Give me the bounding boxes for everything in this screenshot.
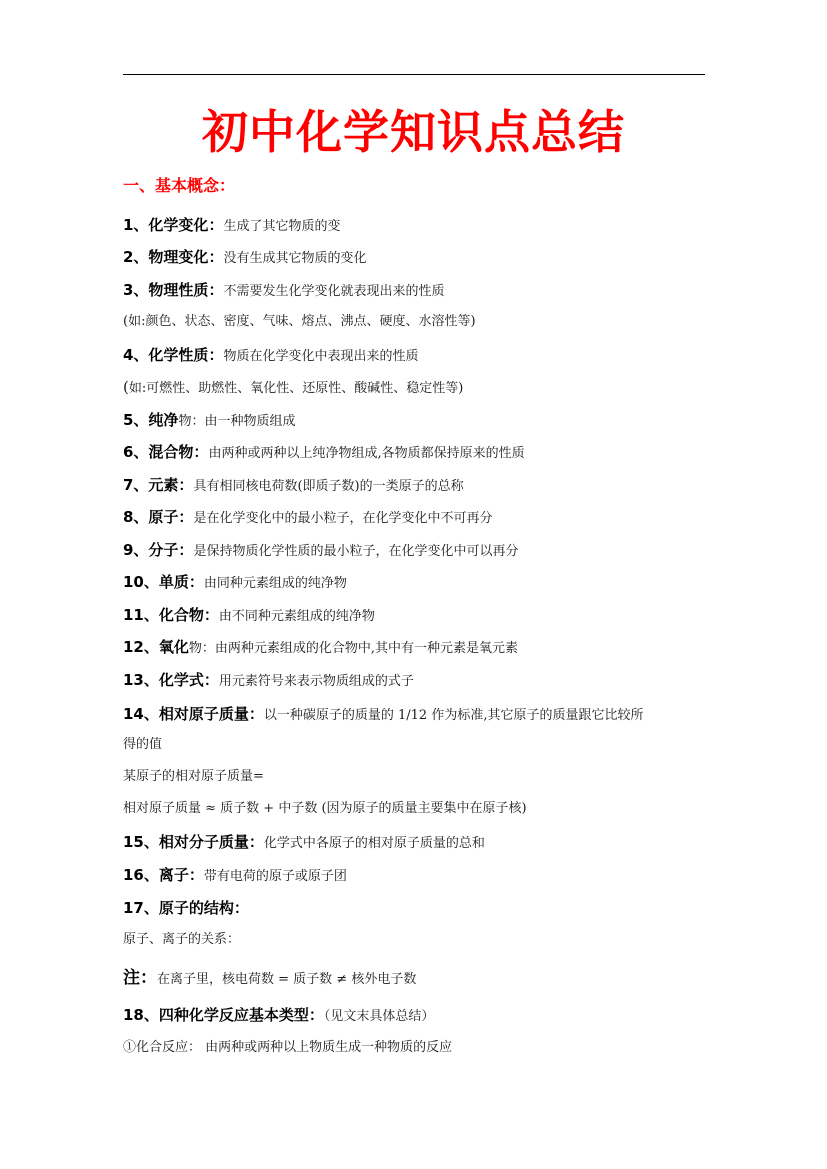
- formula-text: 相对原子质量 ≈ 质子数 + 中子数 (因为原子的质量主要集中在原子核): [123, 801, 527, 816]
- header-rule: [123, 74, 705, 75]
- definition-text: 生成了其它物质的变: [223, 219, 341, 234]
- definition-line: [123, 896, 723, 922]
- definition-line: [123, 343, 723, 369]
- definition-text: 由同种元素组成的纯净物: [203, 576, 347, 591]
- section-heading: 一、基本概念：: [123, 176, 236, 195]
- definition-text: （见文末具体总结）: [323, 1009, 435, 1024]
- definition-term: 5、纯净: [123, 411, 179, 429]
- definition-text: 由不同种元素组成的纯净物: [218, 609, 375, 624]
- definition-term: 15、相对分子质量：: [123, 833, 264, 851]
- definition-term: 3、物理性质：: [123, 281, 224, 299]
- definition-text: 化学式中各原子的相对原子质量的总和: [263, 836, 485, 851]
- example-text: 如:可燃性、助燃性、氧化性、还原性、酸碱性、稳定性等): [128, 381, 464, 396]
- example-line: [123, 375, 723, 401]
- definition-line: [123, 440, 723, 466]
- definition-line: [123, 1003, 723, 1029]
- definition-term: 12、氧化: [123, 638, 189, 656]
- note-text: 在离子里，核电荷数 = 质子数 ≠ 核外电子数: [157, 972, 417, 987]
- definition-term: 1、化学变化：: [123, 216, 224, 234]
- definition-term: 13、化学式：: [123, 671, 219, 689]
- note-text: 原子、离子的关系：: [123, 932, 241, 947]
- open-paren: (: [123, 378, 129, 396]
- note-label: 注：: [123, 968, 157, 988]
- definition-text: 物：由两种元素组成的化合物中,其中有一种元素是氧元素: [188, 641, 519, 656]
- continuation-line: [123, 733, 723, 757]
- definition-term: 11、化合物：: [123, 606, 219, 624]
- continuation-text: 得的值: [123, 737, 163, 752]
- definition-text: 以一种碳原子的质量的 1/12 作为标准,其它原子的质量跟它比较所: [263, 708, 644, 723]
- reaction-line: [123, 1036, 723, 1060]
- definition-line: [123, 830, 723, 856]
- definition-text: 是保持物质化学性质的最小粒子，在化学变化中可以再分: [193, 544, 519, 559]
- note-line: [123, 928, 723, 952]
- example-text: (如:颜色、状态、密度、气味、熔点、沸点、硬度、水溶性等): [123, 314, 476, 329]
- formula-line: [123, 797, 723, 821]
- example-line: [123, 310, 723, 334]
- definition-term: 10、单质：: [123, 573, 204, 591]
- definition-line: [123, 408, 723, 434]
- definition-text: 用元素符号来表示物质组成的式子: [218, 674, 414, 689]
- definition-text: 物：由一种物质组成: [178, 414, 296, 429]
- definition-term: 2、物理变化：: [123, 248, 224, 266]
- definition-text: 带有电荷的原子或原子团: [203, 869, 347, 884]
- formula-text: 某原子的相对原子质量=: [123, 769, 264, 784]
- definition-text: 是在化学变化中的最小粒子，在化学变化中不可再分: [193, 511, 493, 526]
- definition-term: 18、四种化学反应基本类型：: [123, 1006, 324, 1024]
- definition-line: [123, 702, 723, 728]
- definition-term: 9、分子：: [123, 541, 194, 559]
- definition-term: 6、混合物：: [123, 443, 209, 461]
- page-title: 初中化学知识点总结: [202, 105, 625, 159]
- definition-line: [123, 538, 723, 564]
- definition-line: [123, 245, 723, 271]
- definition-term: 8、原子：: [123, 508, 194, 526]
- definition-line: [123, 278, 723, 304]
- definition-text: 没有生成其它物质的变化: [223, 251, 367, 266]
- definition-term: 17、原子的结构：: [123, 899, 249, 917]
- definition-line: [123, 213, 723, 239]
- definition-term: 14、相对原子质量：: [123, 705, 264, 723]
- formula-line: [123, 765, 723, 789]
- definition-line: [123, 570, 723, 596]
- note-line: [123, 966, 723, 992]
- definition-line: [123, 635, 723, 661]
- definition-line: [123, 863, 723, 889]
- definition-term: 7、元素：: [123, 476, 194, 494]
- definition-line: [123, 473, 723, 499]
- definition-text: 具有相同核电荷数(即质子数)的一类原子的总称: [193, 479, 464, 494]
- definition-term: 16、离子：: [123, 866, 204, 884]
- definition-line: [123, 668, 723, 694]
- definition-term: 4、化学性质：: [123, 346, 224, 364]
- reaction-text: ①化合反应： 由两种或两种以上物质生成一种物质的反应: [123, 1040, 453, 1055]
- definition-text: 由两种或两种以上纯净物组成,各物质都保持原来的性质: [208, 446, 525, 461]
- definition-line: [123, 505, 723, 531]
- definition-text: 物质在化学变化中表现出来的性质: [223, 349, 419, 364]
- definition-text: 不需要发生化学变化就表现出来的性质: [223, 284, 445, 299]
- definition-line: [123, 603, 723, 629]
